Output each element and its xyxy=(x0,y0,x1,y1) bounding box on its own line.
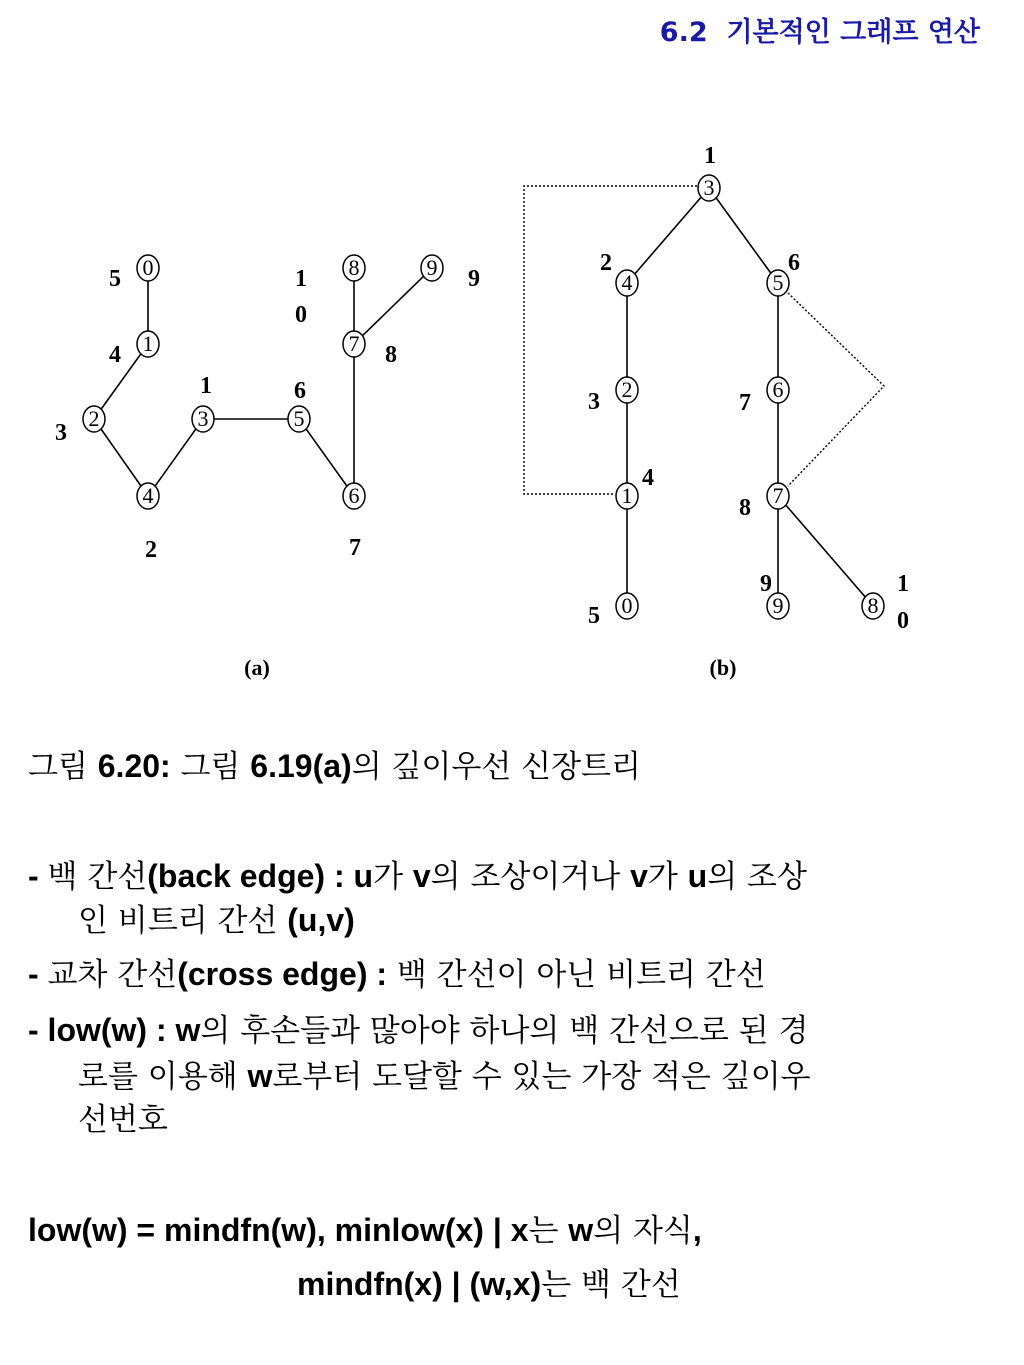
dfn-label-b-1: 4 xyxy=(642,465,654,491)
node-id-label: 9 xyxy=(772,593,784,618)
term-en: (back edge) : u xyxy=(147,858,374,894)
formula-line-1 xyxy=(28,1210,702,1251)
dfn-label-b-9: 9 xyxy=(760,571,772,597)
graph-node-b-1 xyxy=(616,483,638,509)
section-number: 6.2 xyxy=(659,17,708,48)
graph-node-a-8 xyxy=(343,255,365,281)
caption-text: 그림 xyxy=(170,749,251,785)
dfn-label-a-9: 9 xyxy=(468,266,480,292)
node-id-label: 8 xyxy=(867,593,879,618)
graph-b xyxy=(524,143,909,634)
text: 로를 이용해 xyxy=(78,1059,248,1095)
tree-edge-a-1-2 xyxy=(101,354,141,409)
dfn-label-b-5: 6 xyxy=(788,250,800,276)
node-id-label: 9 xyxy=(426,255,438,280)
graph-node-a-0 xyxy=(137,255,159,281)
graph-node-b-8 xyxy=(862,593,884,619)
node-id-label: 8 xyxy=(348,255,360,280)
term-en: (cross edge) : xyxy=(177,956,388,992)
term-ko: 백 간선 xyxy=(47,859,148,895)
formula-bold: low(w) = mindfn(w), minlow(x) | x xyxy=(28,1212,529,1248)
node-id-label: 3 xyxy=(703,175,715,200)
comma: , xyxy=(692,1212,702,1248)
node-id-label: 6 xyxy=(348,483,360,508)
low-definition xyxy=(28,1010,808,1051)
text: 의 후손들과 많아야 하나의 백 간선으로 된 경 xyxy=(200,1013,809,1049)
caption-ref: 6.19(a) xyxy=(250,748,352,784)
low-definition-cont xyxy=(78,1056,811,1097)
text: 로부터 도달할 수 있는 가장 적은 깊이우 xyxy=(272,1059,811,1095)
graph-node-b-7 xyxy=(767,483,789,509)
text: 는 xyxy=(528,1213,569,1249)
graph-node-a-1 xyxy=(137,331,159,357)
dfn-label-a-0: 5 xyxy=(109,266,121,292)
var: v xyxy=(412,858,431,894)
formula-line-2 xyxy=(297,1264,681,1305)
graph-node-b-4 xyxy=(616,270,638,296)
graph-node-b-6 xyxy=(767,377,789,403)
section-title: 기본적인 그래프 연산 xyxy=(726,17,980,48)
graph-node-a-3 xyxy=(192,406,214,432)
graph-node-b-0 xyxy=(616,593,638,619)
tree-edge-b-7-8 xyxy=(786,505,865,597)
node-id-label: 7 xyxy=(772,483,784,508)
tree-edge-a-2-4 xyxy=(101,429,141,486)
text: 의 조상 xyxy=(707,859,807,895)
text: 는 백 간선 xyxy=(541,1267,681,1303)
back-edge-definition xyxy=(28,856,807,897)
back-edge-b-7-5 xyxy=(788,293,884,486)
back-edge-definition-cont xyxy=(78,900,355,941)
text: 인 비트리 간선 xyxy=(78,903,288,939)
node-id-label: 5 xyxy=(293,406,305,431)
figure-caption xyxy=(28,746,641,787)
graph-node-b-5 xyxy=(767,270,789,296)
dfn-label-a-2: 3 xyxy=(55,420,67,446)
var: u xyxy=(687,858,708,894)
graph-node-a-5 xyxy=(288,406,310,432)
node-id-label: 2 xyxy=(621,377,633,402)
graph-node-b-3 xyxy=(698,175,720,201)
dfn-label-a-8: 1 xyxy=(295,266,307,292)
dfn-label-a-1: 4 xyxy=(109,342,121,368)
bullet-dash: - xyxy=(28,956,48,992)
dfn-label-a-5: 6 xyxy=(294,378,306,404)
tree-edge-b-3-4 xyxy=(635,197,701,274)
dfn-label-a-3: 1 xyxy=(200,373,212,399)
graph-node-b-2 xyxy=(616,377,638,403)
bullet-dash: - xyxy=(28,1012,48,1048)
subfigure-caption-b: (b) xyxy=(709,655,737,680)
dfn-label-b-4: 2 xyxy=(600,250,612,276)
dfn-label-b-7: 8 xyxy=(739,495,751,521)
graph-a xyxy=(55,255,480,563)
graph-node-a-7 xyxy=(343,331,365,357)
dfn-label-a-4: 2 xyxy=(145,537,157,563)
term-ko: 교차 간선 xyxy=(47,957,178,993)
node-id-label: 5 xyxy=(772,270,784,295)
dfn-label-a-8: 0 xyxy=(295,302,307,328)
text: 의 자식 xyxy=(593,1213,693,1249)
text: 가 xyxy=(373,859,413,895)
graph-node-a-4 xyxy=(137,483,159,509)
node-id-label: 1 xyxy=(621,483,633,508)
node-id-label: 6 xyxy=(772,377,784,402)
dfn-label-b-6: 7 xyxy=(739,390,751,416)
dfn-label-b-0: 5 xyxy=(588,603,600,629)
node-id-label: 4 xyxy=(621,270,633,295)
dfn-label-b-3: 1 xyxy=(704,143,716,169)
term: low(w) : w xyxy=(47,1012,201,1048)
subfigure-caption-a: (a) xyxy=(244,655,270,680)
dfn-label-b-8: 1 xyxy=(897,571,909,597)
text: 가 xyxy=(647,859,688,895)
dfn-label-a-6: 7 xyxy=(349,535,361,561)
text: 의 조상이거나 xyxy=(430,859,631,895)
var: w xyxy=(247,1058,273,1094)
caption-text: 그림 xyxy=(28,749,98,785)
bullet-dash: - xyxy=(28,858,48,894)
formula-bold: mindfn(x) | (w,x) xyxy=(297,1266,542,1302)
caption-text: 의 깊이우선 신장트리 xyxy=(351,749,641,785)
caption-number: 6.20: xyxy=(97,748,171,784)
tree-edge-b-3-5 xyxy=(716,198,771,273)
node-id-label: 0 xyxy=(142,255,154,280)
low-definition-cont2 xyxy=(78,1100,168,1140)
graph-node-a-6 xyxy=(343,483,365,509)
dfn-label-b-8: 0 xyxy=(897,608,909,634)
tree-edge-a-5-6 xyxy=(306,429,347,486)
node-id-label: 7 xyxy=(348,331,360,356)
node-id-label: 1 xyxy=(142,331,154,356)
text: 선번호 xyxy=(78,1102,168,1138)
tree-edge-a-4-3 xyxy=(155,429,196,486)
dfn-label-b-2: 3 xyxy=(588,389,600,415)
cross-edge-definition xyxy=(28,954,766,995)
node-id-label: 0 xyxy=(621,593,633,618)
node-id-label: 4 xyxy=(142,483,154,508)
node-id-label: 3 xyxy=(197,406,209,431)
var: v xyxy=(630,858,648,894)
graph-node-a-9 xyxy=(421,255,443,281)
tree-edge-a-7-9 xyxy=(362,276,423,335)
graph-node-a-2 xyxy=(83,406,105,432)
var: (u,v) xyxy=(287,902,355,938)
node-id-label: 2 xyxy=(88,406,100,431)
dfn-label-a-7: 8 xyxy=(385,342,397,368)
text: 백 간선이 아닌 비트리 간선 xyxy=(387,957,766,993)
var: w xyxy=(568,1212,594,1248)
